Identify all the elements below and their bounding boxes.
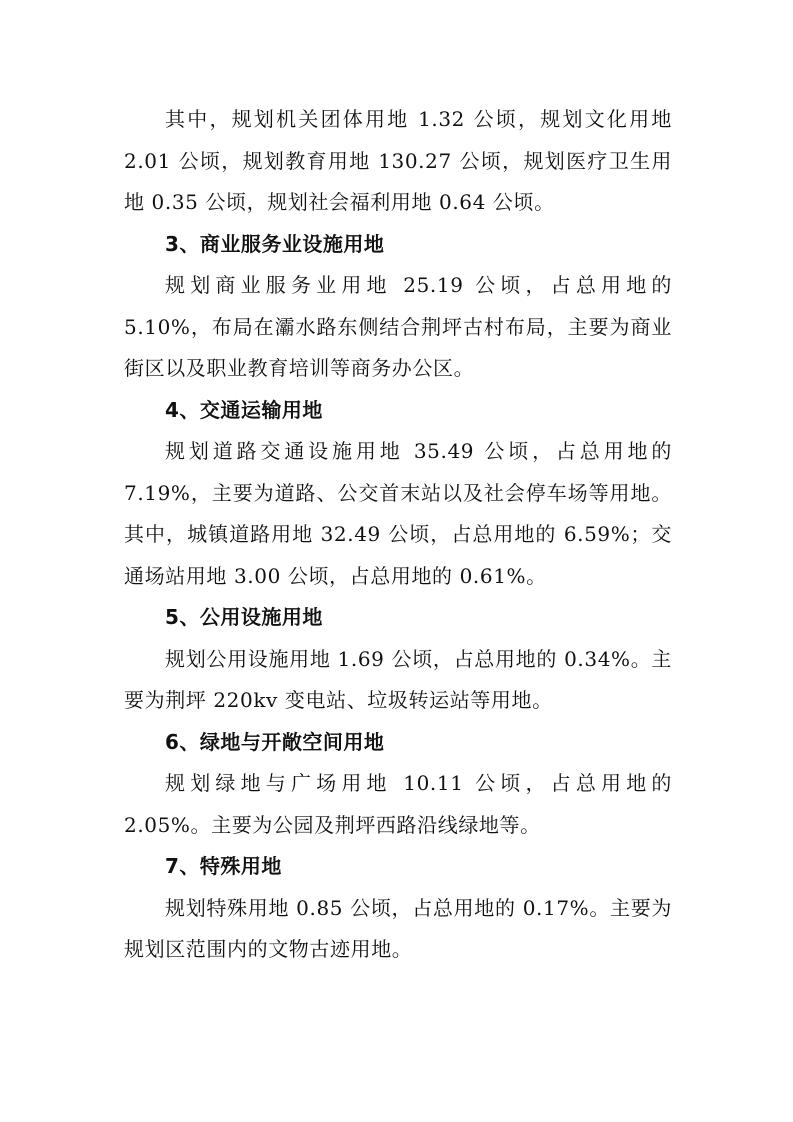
- heading-commercial-land: 3、商业服务业设施用地: [165, 231, 385, 256]
- paragraph-transport-land: 规划道路交通设施用地 35.49 公顷，占总用地的 7.19%，主要为道路、公交首末站以及社会停车场等用地。其中，城镇道路用地 32.49 公顷，占总用地的 6.59%；交通场站用地 3.00 公顷，占总用地的 0.61%。: [124, 439, 672, 588]
- heading-utilities-land: 5、公用设施用地: [165, 605, 323, 629]
- heading-green-space-land: 6、绿地与开敞空间用地: [165, 729, 385, 754]
- paragraph-utilities-land: 规划公用设施用地 1.69 公顷，占总用地的 0.34%。主要为荆坪 220kv 变电站、垃圾转运站等用地。: [124, 646, 672, 712]
- paragraph-commercial-land: 规划商业服务业用地 25.19 公顷，占总用地的 5.10%，布局在灞水路东侧结合荆坪古村布局，主要为商业街区以及职业教育培训等商务办公区。: [124, 273, 672, 380]
- paragraph-public-facilities-detail: 其中，规划机关团体用地 1.32 公顷，规划文化用地 2.01 公顷，规划教育用地 130.27 公顷，规划医疗卫生用地 0.35 公顷，规划社会福利用地 0.64 公顷。: [124, 107, 672, 214]
- document-body: [124, 99, 672, 971]
- paragraph-special-land: 规划特殊用地 0.85 公顷，占总用地的 0.17%。主要为规划区范围内的文物古迹用地。: [124, 895, 672, 961]
- paragraph-green-space-land: 规划绿地与广场用地 10.11 公顷，占总用地的 2.05%。主要为公园及荆坪西路沿线绿地等。: [124, 771, 672, 837]
- heading-special-land: 7、特殊用地: [165, 854, 282, 878]
- heading-transport-land: 4、交通运输用地: [165, 397, 323, 422]
